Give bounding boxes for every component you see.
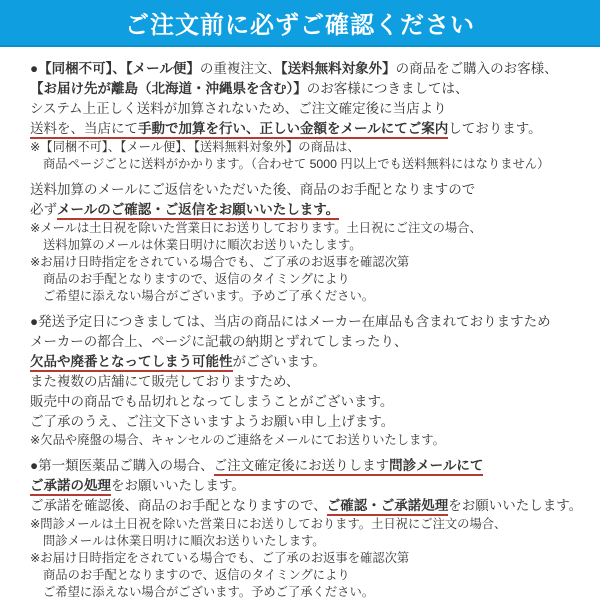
- notice-header: [0, 0, 600, 47]
- notice-body: [0, 47, 600, 600]
- note-line: ※お届け日時指定をされている場合でも、ご了承のお返事を確認次第: [30, 255, 410, 269]
- text-run: 販売中の商品でも品切れとなってしまうことがございます。: [30, 394, 394, 409]
- text-run: また複数の店舗にて販売しておりますため、: [30, 374, 300, 389]
- notice-line: [30, 372, 582, 392]
- notice-line: [30, 99, 582, 119]
- text-run: しております。: [448, 121, 542, 136]
- notice-line: [30, 312, 582, 332]
- text-run: 送料加算のメールにご返信をいただいた後、商品のお手配となりますので: [30, 182, 476, 197]
- note-line: 商品ページごとに送料がかかります。（合わせて 5000 円以上でも送料無料にはなりません）: [43, 157, 550, 171]
- section-shipping-surcharge: [30, 59, 582, 173]
- text-run: がございます。: [232, 354, 326, 369]
- text-run: をお願いいたします。: [111, 478, 245, 493]
- text-run: 【お届け先が離島（北海道・沖縄県を含む）】: [30, 81, 307, 96]
- note-line: 問診メールは休業日明けに順次お送りいたします。: [43, 534, 325, 548]
- text-run: ご確認・ご承諾処理: [327, 498, 449, 516]
- text-run: 必ず: [30, 202, 57, 217]
- text-run: ご注文確定後にお送りします: [214, 458, 390, 476]
- section-class1-medicine: [30, 456, 582, 600]
- notice-line: [30, 200, 582, 220]
- note-line: 商品のお手配となりますので、返信のタイミングにより: [43, 568, 350, 582]
- notice-line: [30, 332, 582, 352]
- text-run: ご承諾の処理: [30, 478, 111, 496]
- notice-line: [30, 392, 582, 412]
- text-run: 問診メールにて: [389, 458, 483, 476]
- note-line: ※欠品や廃盤の場合、キャンセルのご連絡をメールにてお送りいたします。: [30, 433, 445, 447]
- notice-line: [30, 456, 582, 476]
- text-run: 手動で加算を行い、正しい金額をメールにてご案内: [138, 121, 448, 139]
- text-run: 【送料無料対象外】: [280, 61, 396, 76]
- notice-line: [30, 79, 582, 99]
- text-run: ご承諾を確認後、商品のお手配となりますので、: [30, 498, 327, 513]
- text-run: ●【同梱不可】、【メール便】: [30, 61, 200, 76]
- text-run: をお願いいたします。: [448, 498, 583, 513]
- note-line: ※問診メールは土日祝を除いた営業日にお送りしております。土日祝にご注文の場合、: [30, 517, 507, 531]
- note-line: 商品のお手配となりますので、返信のタイミングにより: [43, 272, 350, 286]
- text-run: ●第一類医薬品ご購入の場合、: [30, 458, 214, 473]
- text-run: の重複注文、: [199, 61, 281, 76]
- notice-line: [30, 119, 582, 139]
- section-mail-reply: [30, 180, 582, 305]
- notice-line: [30, 352, 582, 372]
- text-run: メーカーの都合上、ページに記載の納期とずれてしまったり、: [30, 334, 408, 349]
- note-line: ※メールは土日祝を除いた営業日にお送りしております。土日祝にご注文の場合、: [30, 221, 482, 235]
- note-line: ご希望に添えない場合がございます。予めご了承ください。: [43, 289, 375, 303]
- notice-line: [30, 59, 582, 79]
- text-run: メールのご確認・ご返信をお願いいたします。: [57, 202, 339, 220]
- notice-line: [30, 496, 582, 516]
- text-run: ●発送予定日につきましては、当店の商品にはメーカー在庫品も含まれておりますため: [30, 314, 551, 329]
- note-line: ご希望に添えない場合がございます。予めご了承ください。: [43, 585, 375, 599]
- text-run: 送料を、当店にて: [30, 121, 138, 139]
- text-run: の商品をご購入のお客様、: [395, 61, 558, 76]
- note-line: 送料加算のメールは休業日明けに順次お送りいたします。: [43, 238, 362, 252]
- text-run: システム上正しく送料が加算されないため、ご注文確定後に当店より: [30, 101, 447, 116]
- text-run: のお客様につきましては、: [306, 81, 469, 96]
- note-line: ※【同梱不可】、【メール便】、【送料無料対象外】の商品は、: [30, 140, 360, 154]
- page-title: ご注文前に必ずご確認ください: [125, 12, 475, 39]
- text-run: ご了承のうえ、ご注文下さいますようお願い申し上げます。: [30, 414, 395, 429]
- section-shipping-schedule: [30, 312, 582, 449]
- notice-line: [30, 180, 582, 200]
- note-line: ※お届け日時指定をされている場合でも、ご了承のお返事を確認次第: [30, 551, 410, 565]
- notice-line: [30, 476, 582, 496]
- text-run: 欠品や廃番となってしまう可能性: [30, 354, 233, 372]
- notice-line: [30, 412, 582, 432]
